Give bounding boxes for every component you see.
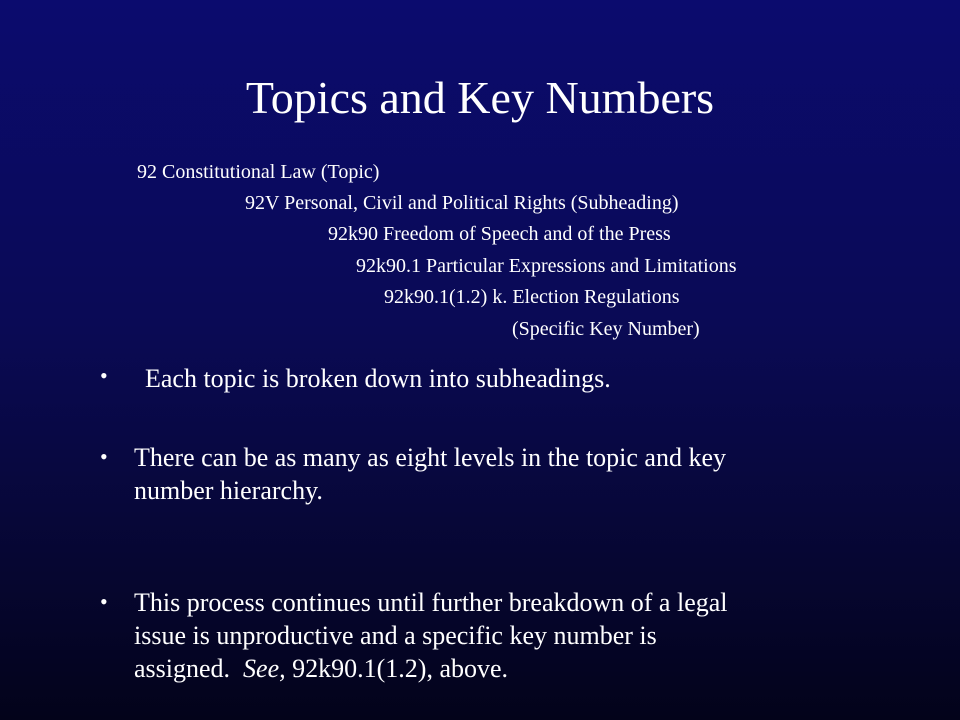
bullet-marker: • (100, 589, 108, 614)
bullet-marker: • (100, 363, 108, 388)
bullet-line (134, 652, 728, 685)
bullet-line-prefix: assigned. (134, 654, 244, 683)
slide-title: Topics and Key Numbers (245, 72, 715, 123)
hierarchy-key-92k90-1: 92k90.1 Particular Expressions and Limitations (356, 255, 737, 277)
bullet-line-suffix: 92k90.1(1.2), above. (285, 654, 509, 683)
bullet-item-eight-levels (134, 441, 726, 507)
hierarchy-specific-key-label: (Specific Key Number) (512, 318, 700, 340)
bullet-line: issue is unproductive and a specific key number is (134, 621, 657, 650)
bullet-line: There can be as many as eight levels in the topic and key (134, 443, 727, 472)
bullet-marker: • (100, 444, 108, 469)
hierarchy-subheading: 92V Personal, Civil and Political Rights (Subheading) (245, 192, 679, 214)
bullet-line: This process continues until further breakdown of a legal (134, 588, 728, 617)
hierarchy-topic: 92 Constitutional Law (Topic) (137, 161, 380, 183)
bullet-item-subheadings: Each topic is broken down into subheadings. (145, 364, 611, 393)
bullet-item-process (134, 586, 728, 685)
hierarchy-key-92k90: 92k90 Freedom of Speech and of the Press (328, 223, 671, 245)
hierarchy-key-92k90-1-1-2: 92k90.1(1.2) k. Election Regulations (384, 286, 680, 308)
bullet-line: number hierarchy. (134, 476, 323, 505)
see-citation-signal: See, (243, 654, 286, 683)
